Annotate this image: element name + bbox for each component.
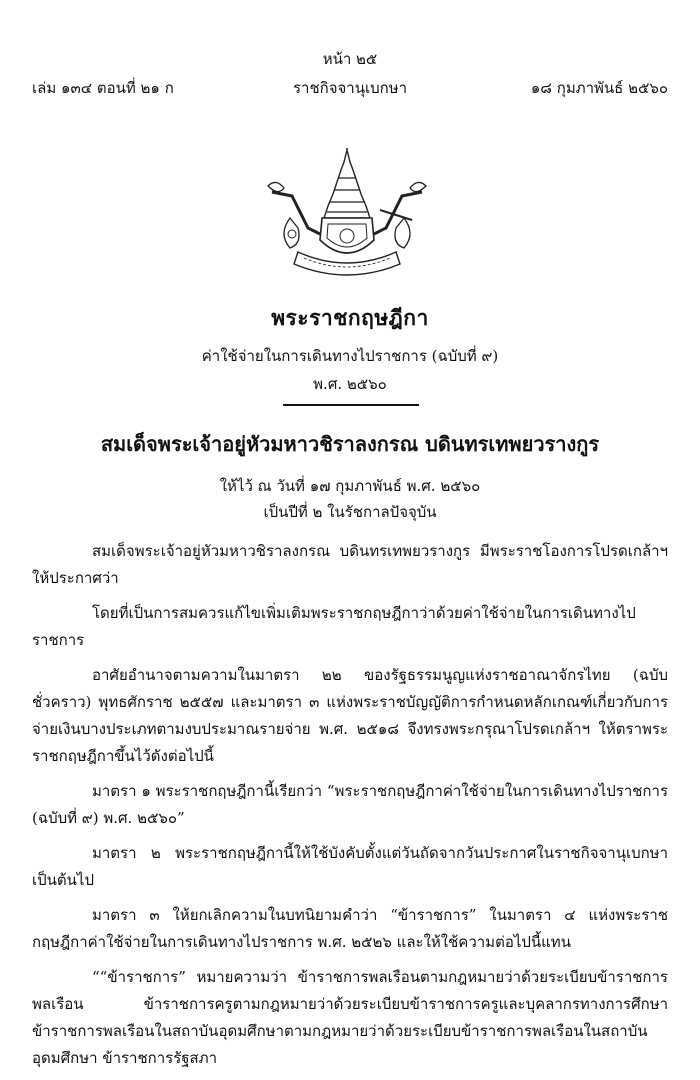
- king-name: สมเด็จพระเจ้าอยู่หัวมหาวชิราลงกรณ บดินทรเทพยวรางกูร: [100, 432, 600, 456]
- decree-body: [32, 538, 668, 1080]
- garuda-emblem-icon: [262, 148, 432, 280]
- section-3: มาตรา ๓ ให้ยกเลิกความในบทนิยามคำว่า “ข้าราชการ” ในมาตรา ๔ แห่งพระราชกฤษฎีกาค่าใช้จ่ายในการเดินทางไปราชการ พ.ศ. ๒๕๒๖ และให้ใช้ความต่อไปนี้แทน: [32, 906, 668, 951]
- decree-subtitle: ค่าใช้จ่ายในการเดินทางไปราชการ (ฉบับที่ ๙): [201, 347, 499, 365]
- title-divider: [283, 404, 419, 406]
- gazette-name: ราชกิจจานุเบกษา: [292, 79, 408, 97]
- section-2: มาตรา ๒ พระราชกฤษฎีกานี้ให้ใช้บังคับตั้งแต่วันถัดจากวันประกาศในราชกิจจานุเบกษาเป็นต้นไป: [32, 844, 668, 889]
- decree-title: พระราชกฤษฎีกา: [271, 305, 429, 330]
- gazette-header-row: [32, 76, 668, 98]
- reign-year: เป็นปีที่ ๒ ในรัชกาลปัจจุบัน: [263, 503, 437, 521]
- volume-issue: เล่ม ๑๓๔ ตอนที่ ๒๑ ก: [32, 79, 174, 97]
- paragraph-proclamation: สมเด็จพระเจ้าอยู่หัวมหาวชิราลงกรณ บดินทรเทพยวรางกูร มีพระราชโองการโปรดเกล้าฯ ให้ประกาศว่า: [32, 542, 668, 587]
- paragraph-authority: อาศัยอำนาจตามความในมาตรา ๒๒ ของรัฐธรรมนูญแห่งราชอาณาจักรไทย (ฉบับชั่วคราว) พุทธศักราช ๒๕๕๗ และมาตรา ๓ แห่งพระราชบัญญัติการกำหนดหลักเกณฑ์เกี่ยวกับการจ่ายเงินบางประเภทตามงบประมาณรายจ่าย พ.ศ. ๒๕๑๘ จึงทรงพระกรุณาโปรดเกล้าฯ ให้ตราพระราชกฤษฎีกาขึ้นไว้ดังต่อไปนี้: [32, 666, 668, 765]
- definition-civil-servant: ““ข้าราชการ” หมายความว่า ข้าราชการพลเรือนตามกฎหมายว่าด้วยระเบียบข้าราชการพลเรือน ข้าราชการครูตามกฎหมายว่าด้วยระเบียบข้าราชการครูและบุคลากรทางการศึกษา ข้าราชการพลเรือนในสถาบันอุดมศึกษาตามกฎหมายว่าด้วยระเบียบข้าราชการพลเรือนในสถาบันอุดมศึกษา ข้าราชการรัฐสภา: [32, 968, 668, 1067]
- page-number: หน้า ๒๕: [322, 50, 378, 68]
- section-1: มาตรา ๑ พระราชกฤษฎีกานี้เรียกว่า “พระราชกฤษฎีกาค่าใช้จ่ายในการเดินทางไปราชการ (ฉบับที่ ๙) พ.ศ. ๒๕๖๐”: [32, 782, 668, 827]
- publication-date: ๑๘ กุมภาพันธ์ ๒๕๖๐: [530, 79, 668, 97]
- decree-year: พ.ศ. ๒๕๖๐: [313, 375, 387, 393]
- paragraph-whereas: โดยที่เป็นการสมควรแก้ไขเพิ่มเติมพระราชกฤษฎีกาว่าด้วยค่าใช้จ่ายในการเดินทางไปราชการ: [32, 604, 636, 649]
- given-date: ให้ไว้ ณ วันที่ ๑๗ กุมภาพันธ์ พ.ศ. ๒๕๖๐: [219, 477, 481, 495]
